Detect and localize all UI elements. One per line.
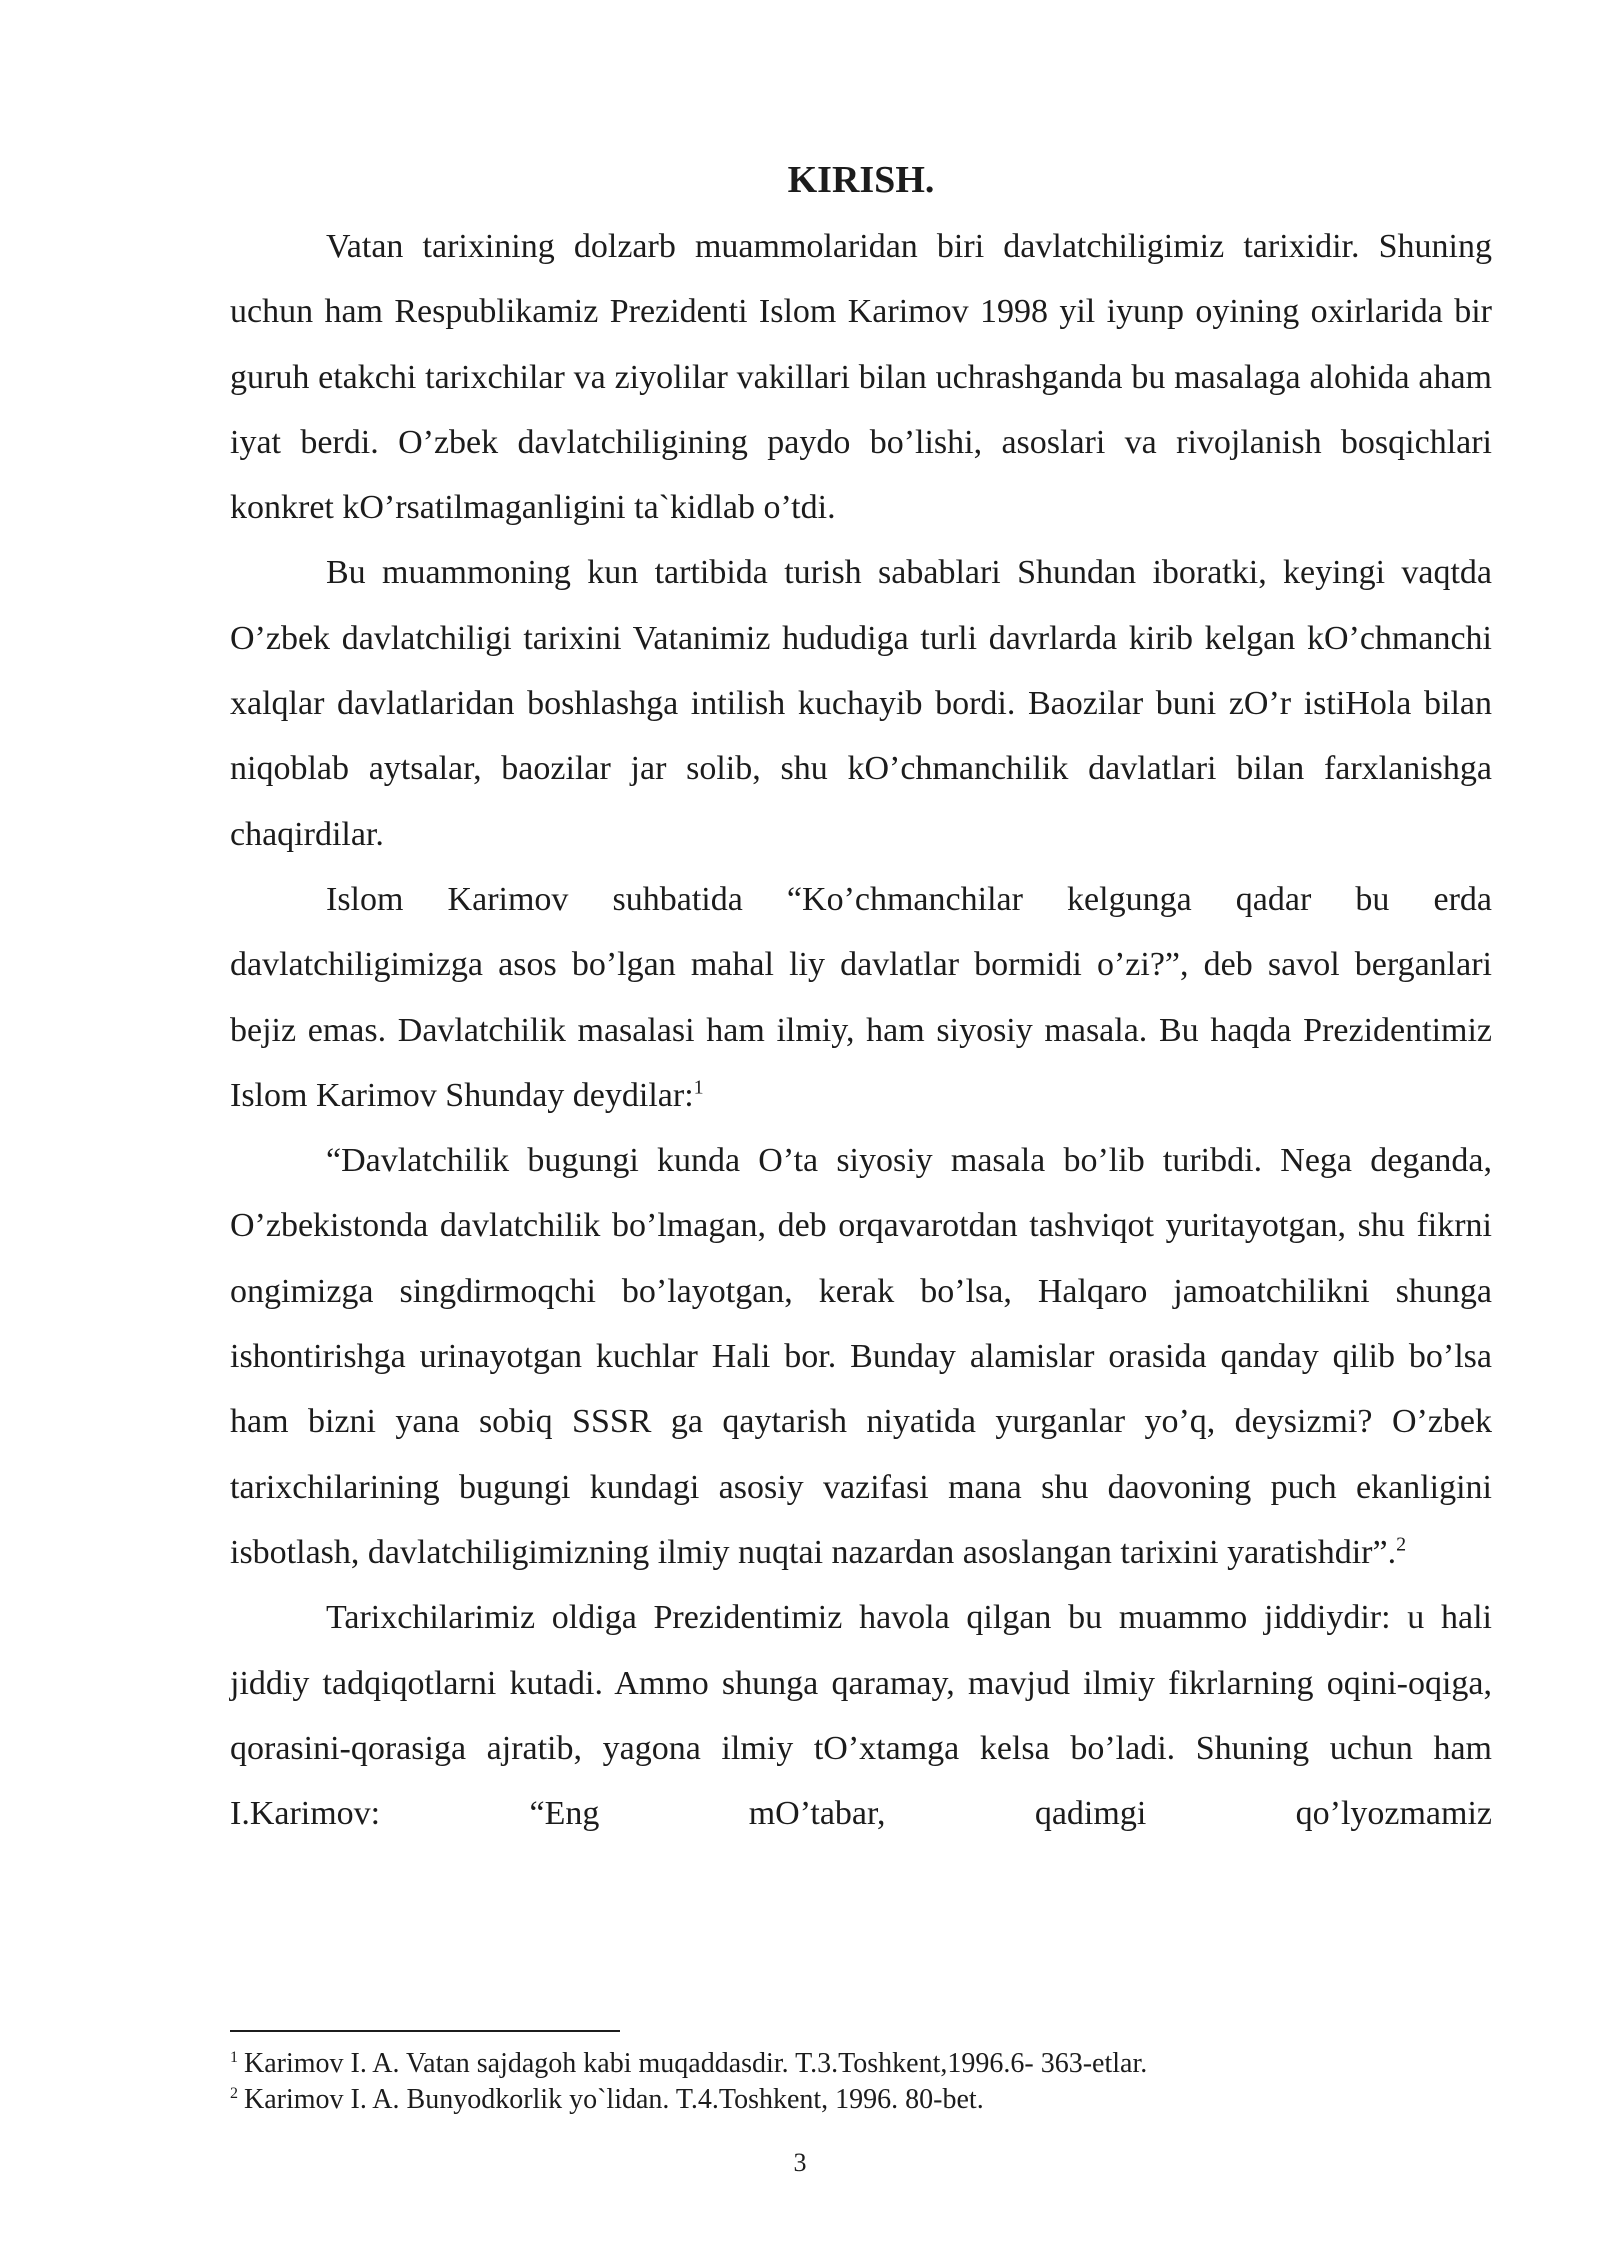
- footnote-2-mark: 2: [230, 2084, 238, 2102]
- footnote-1: [230, 2046, 1492, 2082]
- footnote-mark-1[interactable]: 1: [693, 1076, 704, 1099]
- footnote-1-text: Karimov I. A. Vatan sajdagoh kabi muqaddasdir. T.3.Toshkent,1996.6- 363-etlar.: [244, 2048, 1148, 2079]
- paragraph-4-text: “Davlatchilik bugungi kunda O’ta siyosiy masala bo’lib turibdi. Nega deganda, O’zbekistonda davlatchilik bo’lmagan, deb orqavarotdan tashviqot yuritayotgan, shu fikrni ongimizga singdirmoqchi bo’layotgan, kerak bo’lsa, Halqaro jamoatchilikni shunga ishontirishga urinayotgan kuchlar Hali bor. Bunday alamislar orasida qanday qilib bo’lsa ham bizni yana sobiq SSSR ga qaytarish niyatida yurganlar yo’q, deysizmi? O’zbek tarixchilarining bugungi kundagi asosiy vazifasi mana shu daovoning puch ekanligini isbotlash, davlatchiligimizning ilmiy nuqtai nazardan asoslangan tarixini yaratishdir”.: [230, 1142, 1492, 1571]
- page-number: 3: [793, 2148, 807, 2177]
- document-page: [230, 150, 1492, 1846]
- paragraph-3: [230, 867, 1492, 1128]
- footnote-separator: [230, 2030, 620, 2032]
- footnotes: [230, 2046, 1492, 2118]
- footnote-2-text: Karimov I. A. Bunyodkorlik yo`lidan. T.4.Toshkent, 1996. 80-bet.: [244, 2084, 984, 2115]
- footnote-mark-2[interactable]: 2: [1396, 1533, 1407, 1556]
- paragraph-4: [230, 1128, 1492, 1585]
- paragraph-1: Vatan tarixining dolzarb muammolaridan biri davlatchiligimiz tarixidir. Shuning uchun ham Respublikamiz Prezidenti Islom Karimov 1998 yil iyunp oyining oxirlarida bir guruh etakchi tarixchilar va ziyolilar vakillari bilan uchrashganda bu masalaga alohida aham iyat berdi. O’zbek davlatchiligining paydo bo’lishi, asoslari va rivojlanish bosqichlari konkret kO’rsatilmaganligini ta`kidlab o’tdi.: [230, 228, 1492, 527]
- section-title: KIRISH.: [787, 159, 935, 201]
- footnote-1-mark: 1: [230, 2048, 238, 2066]
- footnote-2: [230, 2082, 1492, 2118]
- paragraph-3-text: Islom Karimov suhbatida “Ko’chmanchilar kelgunga qadar bu erda davlatchiligimizga asos bo’lgan mahal liy davlatlar bormidi o’zi?”, deb savol berganlari bejiz emas. Davlatchilik masalasi ham ilmiy, ham siyosiy masala. Bu haqda Prezidentimiz Islom Karimov Shunday deydilar:: [230, 880, 1492, 1114]
- paragraph-2: Bu muammoning kun tartibida turish sabablari Shundan iboratki, keyingi vaqtda O’zbek davlatchiligi tarixini Vatanimiz hududiga turli davrlarda kirib kelgan kO’chmanchi xalqlar davlatlaridan boshlashga intilish kuchayib bordi. Baozilar buni zO’r istiHola bilan niqoblab aytsalar, baozilar jar solib, shu kO’chmanchilik davlatlari bilan farxlanishga chaqirdilar.: [230, 554, 1492, 853]
- paragraph-5: Tarixchilarimiz oldiga Prezidentimiz havola qilgan bu muammo jiddiydir: u hali jiddiy tadqiqotlarni kutadi. Ammo shunga qaramay, mavjud ilmiy fikrlarning oqini-oqiga, qorasini-qorasiga ajratib, yagona ilmiy tO’xtamga kelsa bo’ladi. Shuning uchun ham I.Karimov: “Eng mO’tabar, qadimgi qo’lyozmamiz: [230, 1599, 1492, 1833]
